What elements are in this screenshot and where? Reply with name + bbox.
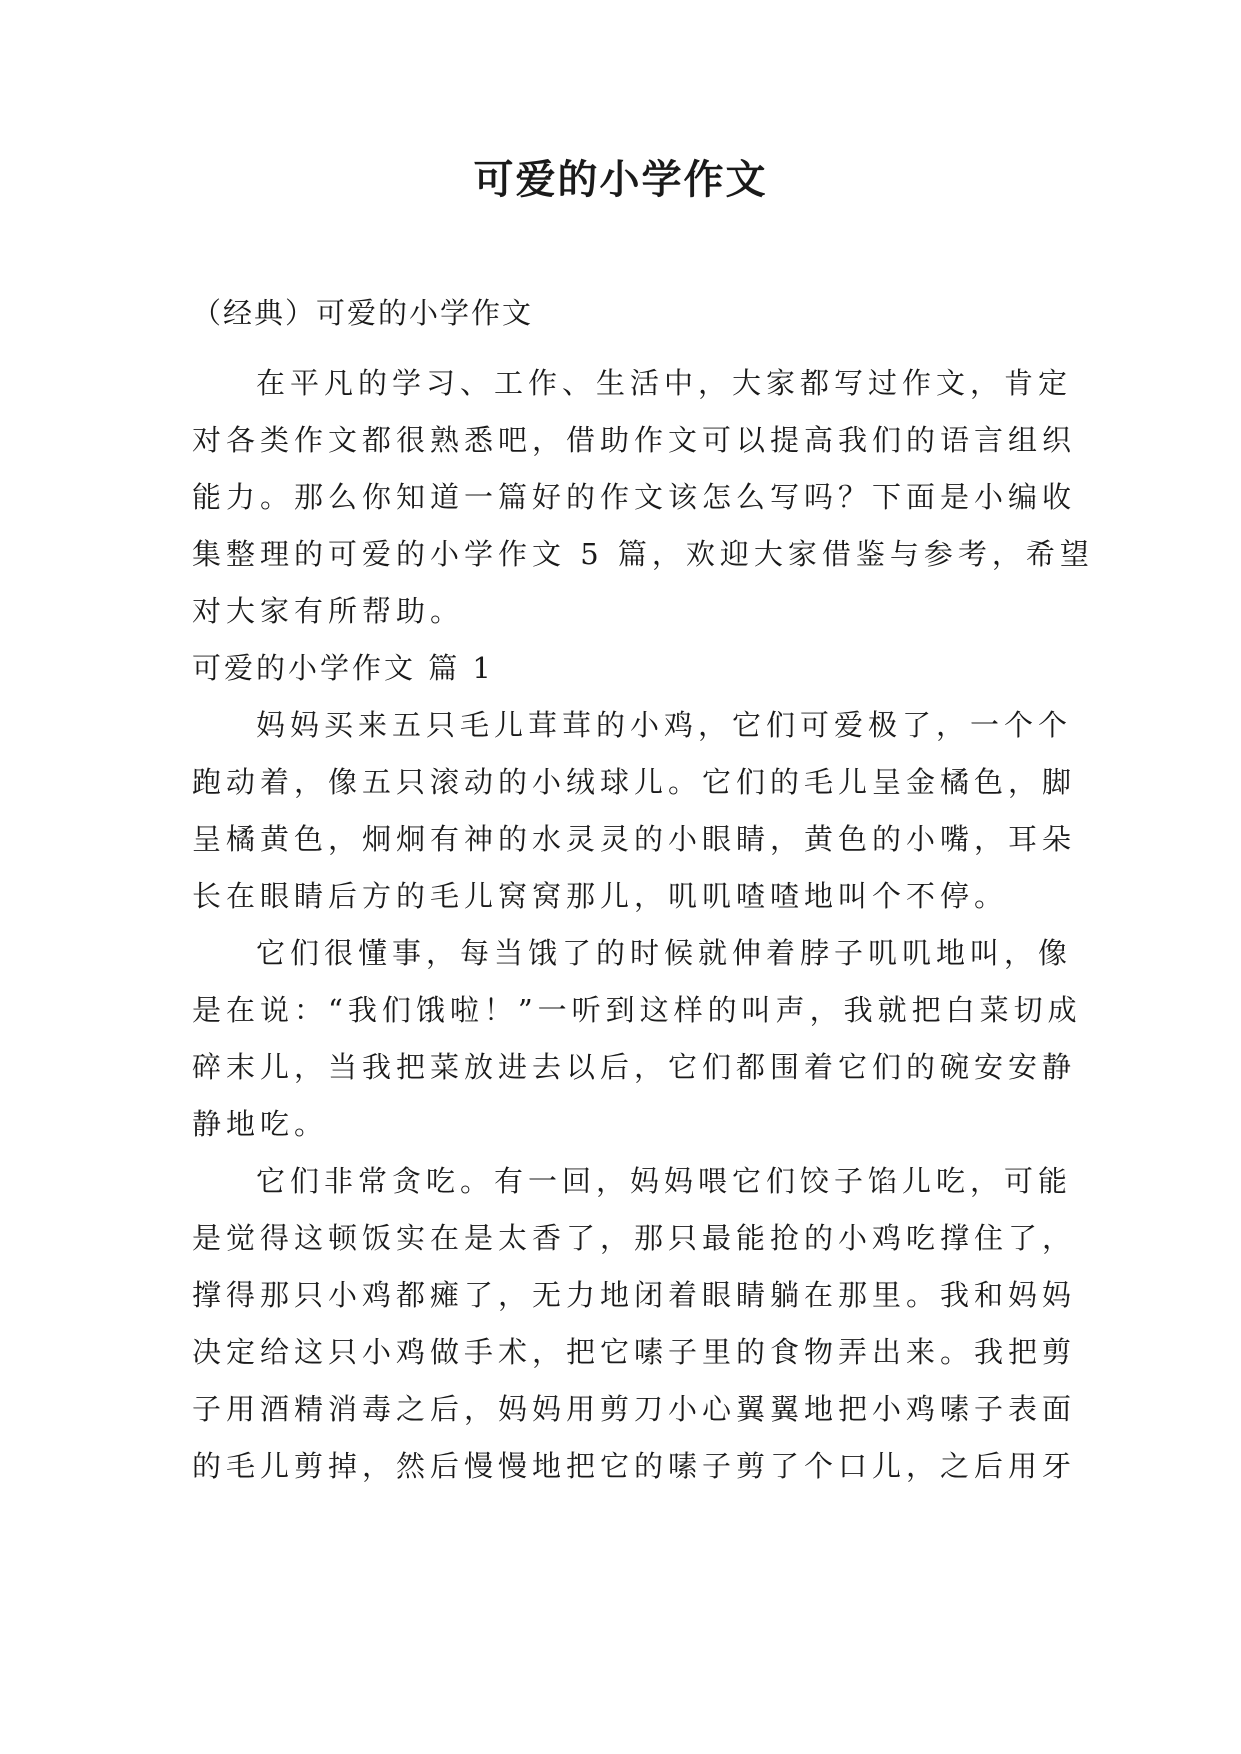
paragraph-line: 撑得那只小鸡都瘫了，无力地闭着眼睛躺在那里。我和妈妈	[192, 1278, 1077, 1312]
paragraph-line: 它们很懂事，每当饿了的时候就伸着脖子叽叽地叫，像	[256, 936, 1073, 970]
paragraph-line: 妈妈买来五只毛儿茸茸的小鸡，它们可爱极了，一个个	[256, 708, 1073, 742]
paragraph-line: 的毛儿剪掉，然后慢慢地把它的嗉子剪了个口儿，之后用牙	[192, 1449, 1077, 1483]
paragraph-line: 决定给这只小鸡做手术，把它嗉子里的食物弄出来。我把剪	[192, 1335, 1077, 1369]
document-subtitle: （经典）可爱的小学作文	[192, 296, 534, 330]
intro-line: 对各类作文都很熟悉吧，借助作文可以提高我们的语言组织	[192, 423, 1077, 457]
intro-line: 集整理的可爱的小学作文 5 篇，欢迎大家借鉴与参考，希望	[192, 537, 1094, 571]
paragraph-line: 长在眼睛后方的毛儿窝窝那儿，叽叽喳喳地叫个不停。	[192, 879, 1009, 913]
paragraph-line: 是在说：“我们饿啦！”一听到这样的叫声，我就把白菜切成	[192, 993, 1082, 1027]
paragraph-line: 是觉得这顿饭实在是太香了，那只最能抢的小鸡吃撑住了，	[192, 1221, 1077, 1255]
paragraph-line: 它们非常贪吃。有一回，妈妈喂它们饺子馅儿吃，可能	[256, 1164, 1073, 1198]
paragraph-line: 跑动着，像五只滚动的小绒球儿。它们的毛儿呈金橘色，脚	[192, 765, 1077, 799]
document-title: 可爱的小学作文	[473, 156, 768, 203]
intro-line: 对大家有所帮助。	[192, 594, 465, 628]
paragraph-line: 静地吃。	[192, 1107, 329, 1141]
paragraph-line: 子用酒精消毒之后，妈妈用剪刀小心翼翼地把小鸡嗉子表面	[192, 1392, 1077, 1426]
intro-line: 能力。那么你知道一篇好的作文该怎么写吗？下面是小编收	[192, 480, 1077, 514]
paragraph-line: 呈橘黄色，炯炯有神的水灵灵的小眼睛，黄色的小嘴，耳朵	[192, 822, 1077, 856]
paragraph-line: 碎末儿，当我把菜放进去以后，它们都围着它们的碗安安静	[192, 1050, 1077, 1084]
section-heading: 可爱的小学作文 篇 1	[192, 651, 494, 685]
intro-line: 在平凡的学习、工作、生活中，大家都写过作文，肯定	[256, 366, 1073, 400]
